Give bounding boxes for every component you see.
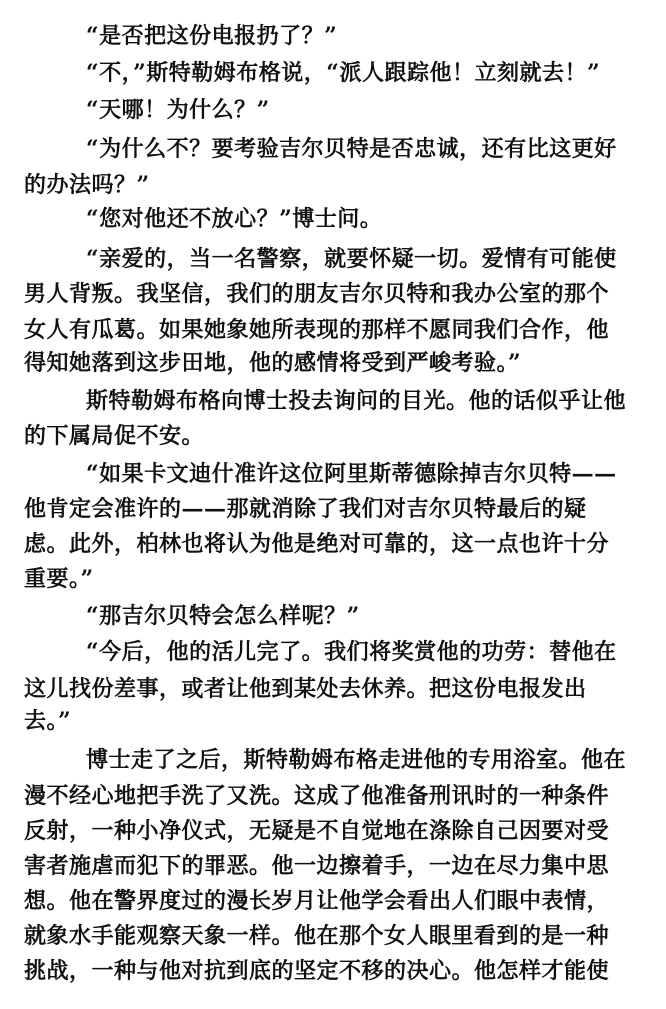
text-line: 虑。此外，柏林也将认为他是绝对可靠的，这一点也许十分 <box>24 531 610 557</box>
text-line: 想。他在警界度过的漫长岁月让他学会看出人们眼中表情， <box>24 888 610 914</box>
text-line: 挑战，一种与他对抗到底的坚定不移的决心。他怎样才能使 <box>24 958 610 984</box>
text-line: 他肯定会准许的——那就消除了我们对吉尔贝特最后的疑 <box>24 496 587 522</box>
text-line: 男人背叛。我坚信，我们的朋友吉尔贝特和我办公室的那个 <box>24 281 610 307</box>
text-line: “天哪！为什么？” <box>86 97 270 123</box>
text-line: 女人有瓜葛。如果她象她所表现的那样不愿同我们合作，他 <box>24 317 610 343</box>
text-line: 漫不经心地把手洗了又洗。这成了他准备刑讯时的一种条件 <box>24 783 610 809</box>
text-line: “亲爱的，当一名警察，就要怀疑一切。爱情有可能使 <box>86 246 617 272</box>
text-line: 害者施虐而犯下的罪恶。他一边擦着手，一边在尽力集中思 <box>24 853 610 879</box>
text-line: “您对他还不放心？”博士问。 <box>86 206 383 232</box>
text-line: “今后，他的活儿完了。我们将奖赏他的功劳：替他在 <box>86 639 617 665</box>
text-line: “如果卡文迪什准许这位阿里斯蒂德除掉吉尔贝特—— <box>86 461 617 487</box>
text-line: 重要。” <box>24 566 94 592</box>
text-line: 就象水手能观察天象一样。他在那个女人眼里看到的是一种 <box>24 923 610 949</box>
text-line: “那吉尔贝特会怎么样呢？” <box>86 603 360 629</box>
text-line: 的下属局促不安。 <box>24 423 205 449</box>
text-line: 的办法吗？” <box>24 172 150 198</box>
text-line: 博士走了之后，斯特勒姆布格走进他的专用浴室。他在 <box>86 747 627 773</box>
text-line: 得知她落到这步田地，他的感情将受到严峻考验。” <box>24 350 522 376</box>
text-line: 斯特勒姆布格向博士投去询问的目光。他的话似乎让他 <box>86 388 627 414</box>
text-line: “是否把这份电报扔了？” <box>86 23 338 49</box>
text-line: 去。” <box>24 708 72 734</box>
text-line: 反射，一种小净仪式，无疑是不自觉地在涤除自己因要对受 <box>24 818 610 844</box>
text-line: 这儿找份差事，或者让他到某处去休养。把这份电报发出 <box>24 676 587 702</box>
text-line: “不，”斯特勒姆布格说，“派人跟踪他！立刻就去！” <box>86 60 601 86</box>
text-line: “为什么不？要考验吉尔贝特是否忠诚，还有比这更好 <box>86 136 617 162</box>
